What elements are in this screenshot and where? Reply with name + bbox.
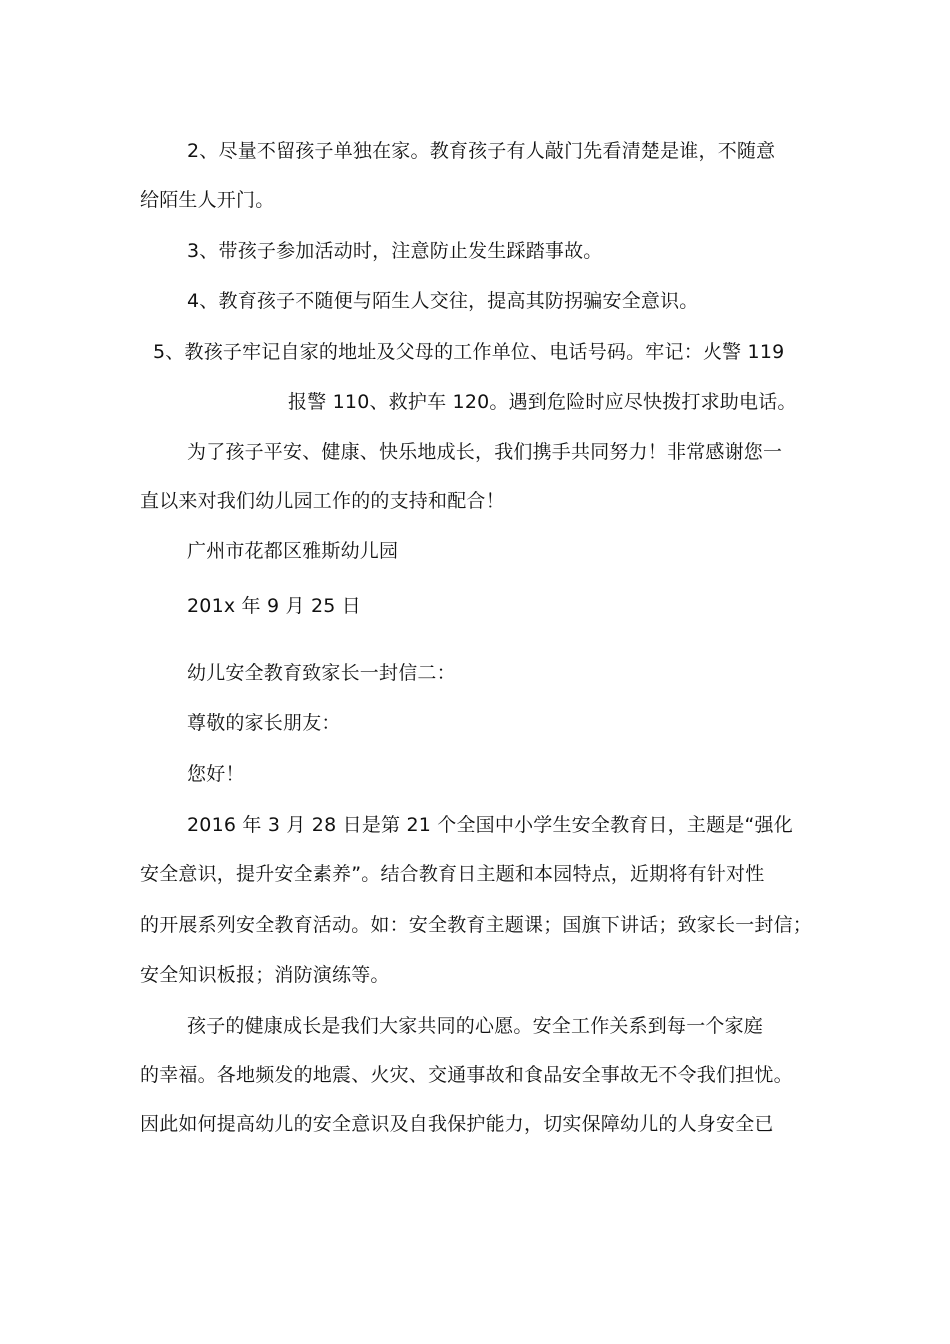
closing-paragraph-line-2: 直以来对我们幼儿园工作的的支持和配合！	[140, 490, 505, 512]
paragraph-1-line-4: 安全知识板报；消防演练等。	[140, 964, 390, 986]
paragraph-2-line-2: 的幸福。各地频发的地震、火灾、交通事故和食品安全事故无不令我们担忧。	[140, 1064, 793, 1086]
item-2-line-2: 给陌生人开门。	[140, 189, 275, 211]
signature-date: 201x 年 9 月 25 日	[187, 595, 361, 617]
paragraph-2-line-3: 因此如何提高幼儿的安全意识及自我保护能力，切实保障幼儿的人身安全已	[140, 1113, 774, 1135]
signature-kindergarten: 广州市花都区雅斯幼儿园	[187, 540, 399, 562]
salutation: 尊敬的家长朋友：	[187, 712, 341, 734]
letter-two-title: 幼儿安全教育致家长一封信二：	[187, 662, 456, 684]
paragraph-1-line-3: 的开展系列安全教育活动。如：安全教育主题课；国旗下讲话；致家长一封信；	[140, 914, 813, 936]
item-5-line-2: 报警 110、救护车 120。遇到危险时应尽快拨打求助电话。	[288, 391, 797, 413]
item-5-line-1: 5、教孩子牢记自家的地址及父母的工作单位、电话号码。牢记：火警 119	[153, 341, 785, 363]
item-4: 4、教育孩子不随便与陌生人交往，提高其防拐骗安全意识。	[187, 290, 699, 312]
item-3: 3、带孩子参加活动时，注意防止发生踩踏事故。	[187, 240, 603, 262]
greeting: 您好！	[187, 763, 245, 785]
paragraph-1-line-2: 安全意识，提升安全素养”。结合教育日主题和本园特点，近期将有针对性	[140, 863, 765, 885]
paragraph-1-line-1: 2016 年 3 月 28 日是第 21 个全国中小学生安全教育日，主题是“强化	[187, 814, 793, 836]
paragraph-2-line-1: 孩子的健康成长是我们大家共同的心愿。安全工作关系到每一个家庭	[187, 1015, 764, 1037]
item-2-line-1: 2、尽量不留孩子单独在家。教育孩子有人敲门先看清楚是谁，不随意	[187, 140, 776, 162]
closing-paragraph-line-1: 为了孩子平安、健康、快乐地成长，我们携手共同努力！非常感谢您一	[187, 441, 783, 463]
